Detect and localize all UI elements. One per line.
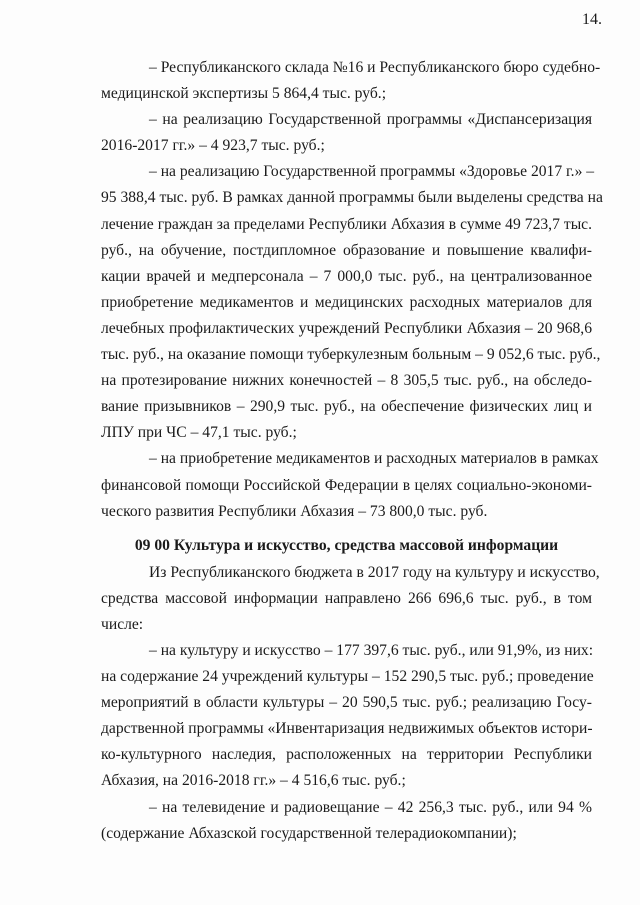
paragraph: [101, 55, 601, 107]
text-line: Абхазия, на 2016-2018 гг.» – 4 516,6 тыс. руб.;: [101, 772, 406, 790]
paragraph: [101, 795, 592, 847]
section-heading: 09 00 Культура и искусство, средства массовой информации: [134, 536, 559, 554]
text-line: лечебных профилактических учреждений Республики Абхазия – 20 968,6: [101, 319, 592, 337]
paragraph: [101, 446, 599, 524]
paragraph: [101, 107, 592, 159]
text-line: финансовой помощи Российской Федерации в целях социально-экономи-: [101, 476, 592, 494]
document-body: [101, 55, 603, 847]
text-line: кации врачей и медперсонала – 7 000,0 тыс. руб., на централизованное: [101, 267, 592, 285]
text-line: ЛПУ при ЧС – 47,1 тыс. руб.;: [101, 424, 297, 442]
text-line: лечение граждан за пределами Республики Абхазия в сумме 49 723,7 тыс.: [101, 215, 592, 233]
text-line: – на культуру и искусство – 177 397,6 тыс. руб., или 91,9%, из них:: [149, 641, 594, 659]
text-line: ческого развития Республики Абхазия – 73 800,0 тыс. руб.: [101, 502, 488, 520]
text-line: средства массовой информации направлено 266 696,6 тыс. руб., в том: [101, 589, 592, 607]
text-line: дарственной программы «Инвентаризация недвижимых объектов истори-: [101, 720, 593, 738]
text-line: – на приобретение медикаментов и расходных материалов в рамках: [149, 450, 599, 468]
paragraph: [101, 638, 592, 795]
section-health-expenses: [101, 55, 603, 525]
text-line: 95 388,4 тыс. руб. В рамках данной программы были выделены средства на: [101, 189, 603, 207]
text-line: руб., на обучение, постдипломное образование и повышение квалифи-: [101, 241, 592, 259]
text-line: вание призывников – 290,9 тыс. руб., на обеспечение физических лиц и: [101, 398, 592, 416]
text-line: – на реализацию Государственной программы «Здоровье 2017 г.» –: [149, 163, 595, 181]
text-line: на содержание 24 учреждений культуры – 152 290,5 тыс. руб.; проведение: [101, 668, 594, 686]
paragraph: [101, 159, 603, 446]
text-line: медицинской экспертизы 5 864,4 тыс. руб.;: [101, 85, 387, 103]
text-line: Из Республиканского бюджета в 2017 году на культуру и искусство,: [149, 563, 600, 581]
text-line: ко-культурного наследия, расположенных на территории Республики: [101, 746, 592, 764]
text-line: – Республиканского склада №16 и Республиканского бюро судебно-: [149, 59, 601, 76]
text-line: – на телевидение и радиовещание – 42 256,3 тыс. руб., или 94 %: [149, 798, 592, 816]
text-line: числе:: [101, 615, 144, 633]
section-culture-expenses: [101, 560, 600, 847]
text-line: приобретение медикаментов и медицинских расходных материалов для: [101, 293, 592, 311]
text-line: на протезирование нижних конечностей – 8 305,5 тыс. руб., на обследо-: [101, 372, 592, 390]
page-number: 14.: [582, 11, 602, 28]
text-line: (содержание Абхазской государственной телерадиокомпании);: [101, 824, 517, 842]
text-line: тыс. руб., на оказание помощи туберкулезным больным – 9 052,6 тыс. руб.,: [101, 346, 601, 364]
paragraph: [101, 560, 600, 638]
text-line: мероприятий в области культуры – 20 590,5 тыс. руб.; реализацию Госу-: [101, 694, 592, 712]
text-line: – на реализацию Государственной программы «Диспансеризация: [149, 111, 592, 129]
text-line: 2016-2017 гг.» – 4 923,7 тыс. руб.;: [101, 137, 325, 155]
